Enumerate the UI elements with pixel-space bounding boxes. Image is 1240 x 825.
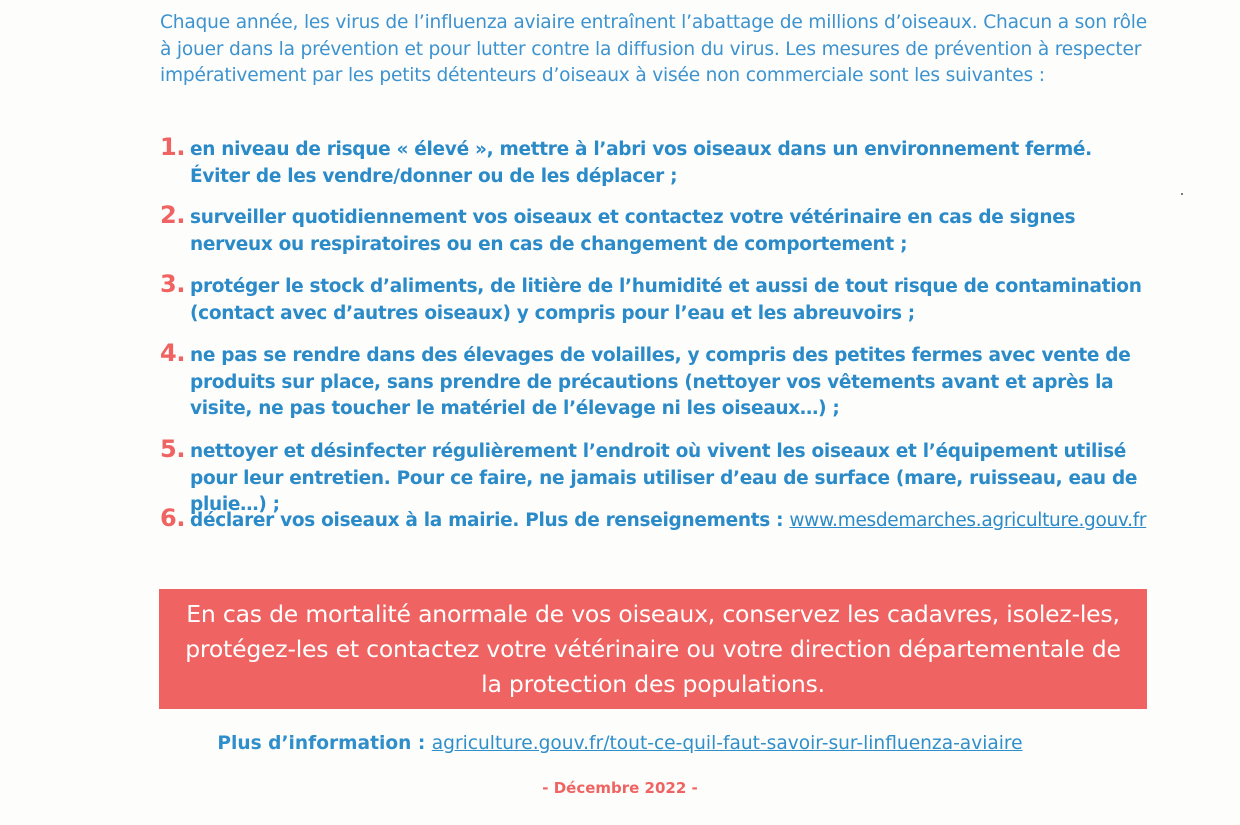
list-item <box>160 504 1147 535</box>
more-information <box>0 733 1240 754</box>
item-text: protéger le stock d’aliments, de litière de l’humidité et aussi de tout risque de contamination (contact avec d’autres oiseaux) y compris pour l’eau et les abreuvoirs ; <box>190 276 1142 324</box>
item-number: 3. <box>160 270 186 298</box>
influenza-info-link[interactable]: agriculture.gouv.fr/tout-ce-quil-faut-savoir-sur-linfluenza-aviaire <box>431 733 1023 754</box>
item-number: 6. <box>160 504 186 532</box>
alert-text: En cas de mortalité anormale de vos oiseaux, conservez les cadavres, isolez-les, protégez-les et contactez votre vétérinaire ou votre direction départementale de la protection des populations. <box>185 599 1121 698</box>
item-text: nettoyer et désinfecter régulièrement l’endroit où vivent les oiseaux et l’équipement utilisé pour leur entretien. Pour ce faire, ne jamais utiliser d’eau de surface (mare, ruisseau, eau de pluie…) ; <box>190 441 1138 515</box>
list-item <box>160 133 1155 190</box>
more-information-label: Plus d’information : <box>217 733 432 754</box>
list-item <box>160 435 1155 519</box>
item-text: en niveau de risque « élevé », mettre à l’abri vos oiseaux dans un environnement fermé. Éviter de les vendre/donner ou de les déplacer ; <box>190 139 1092 187</box>
publication-date: - Décembre 2022 - <box>542 779 698 797</box>
intro-paragraph: Chaque année, les virus de l’influenza aviaire entraînent l’abattage de millions d’oiseaux. Chacun a son rôle à jouer dans la prévention et pour lutter contre la diffusion du virus. Les mesures de prévention à respecter impérativement par les petits détenteurs d’oiseaux à visée non commerciale sont les suivantes : <box>160 12 1147 86</box>
list-item <box>160 201 1155 258</box>
item-text: surveiller quotidiennement vos oiseaux et contactez votre vétérinaire en cas de signes nerveux ou respiratoires ou en cas de changement de comportement ; <box>190 207 1076 255</box>
list-item <box>160 270 1155 327</box>
item-number: 1. <box>160 133 186 161</box>
mesdemarches-link[interactable]: www.mesdemarches.agriculture.gouv.fr <box>789 510 1147 531</box>
scan-speck <box>1181 193 1183 195</box>
item-text: déclarer vos oiseaux à la mairie. Plus de renseignements : <box>190 510 790 531</box>
item-number: 4. <box>160 339 186 367</box>
item-number: 2. <box>160 201 186 229</box>
mortality-alert-box <box>159 589 1147 709</box>
list-item <box>160 339 1155 423</box>
item-text: ne pas se rendre dans des élevages de volailles, y compris des petites fermes avec vente de produits sur place, sans prendre de précautions (nettoyer vos vêtements avant et après la visite, ne pas toucher le matériel de l’élevage ni les oiseaux…) ; <box>190 345 1131 419</box>
item-number: 5. <box>160 435 186 463</box>
